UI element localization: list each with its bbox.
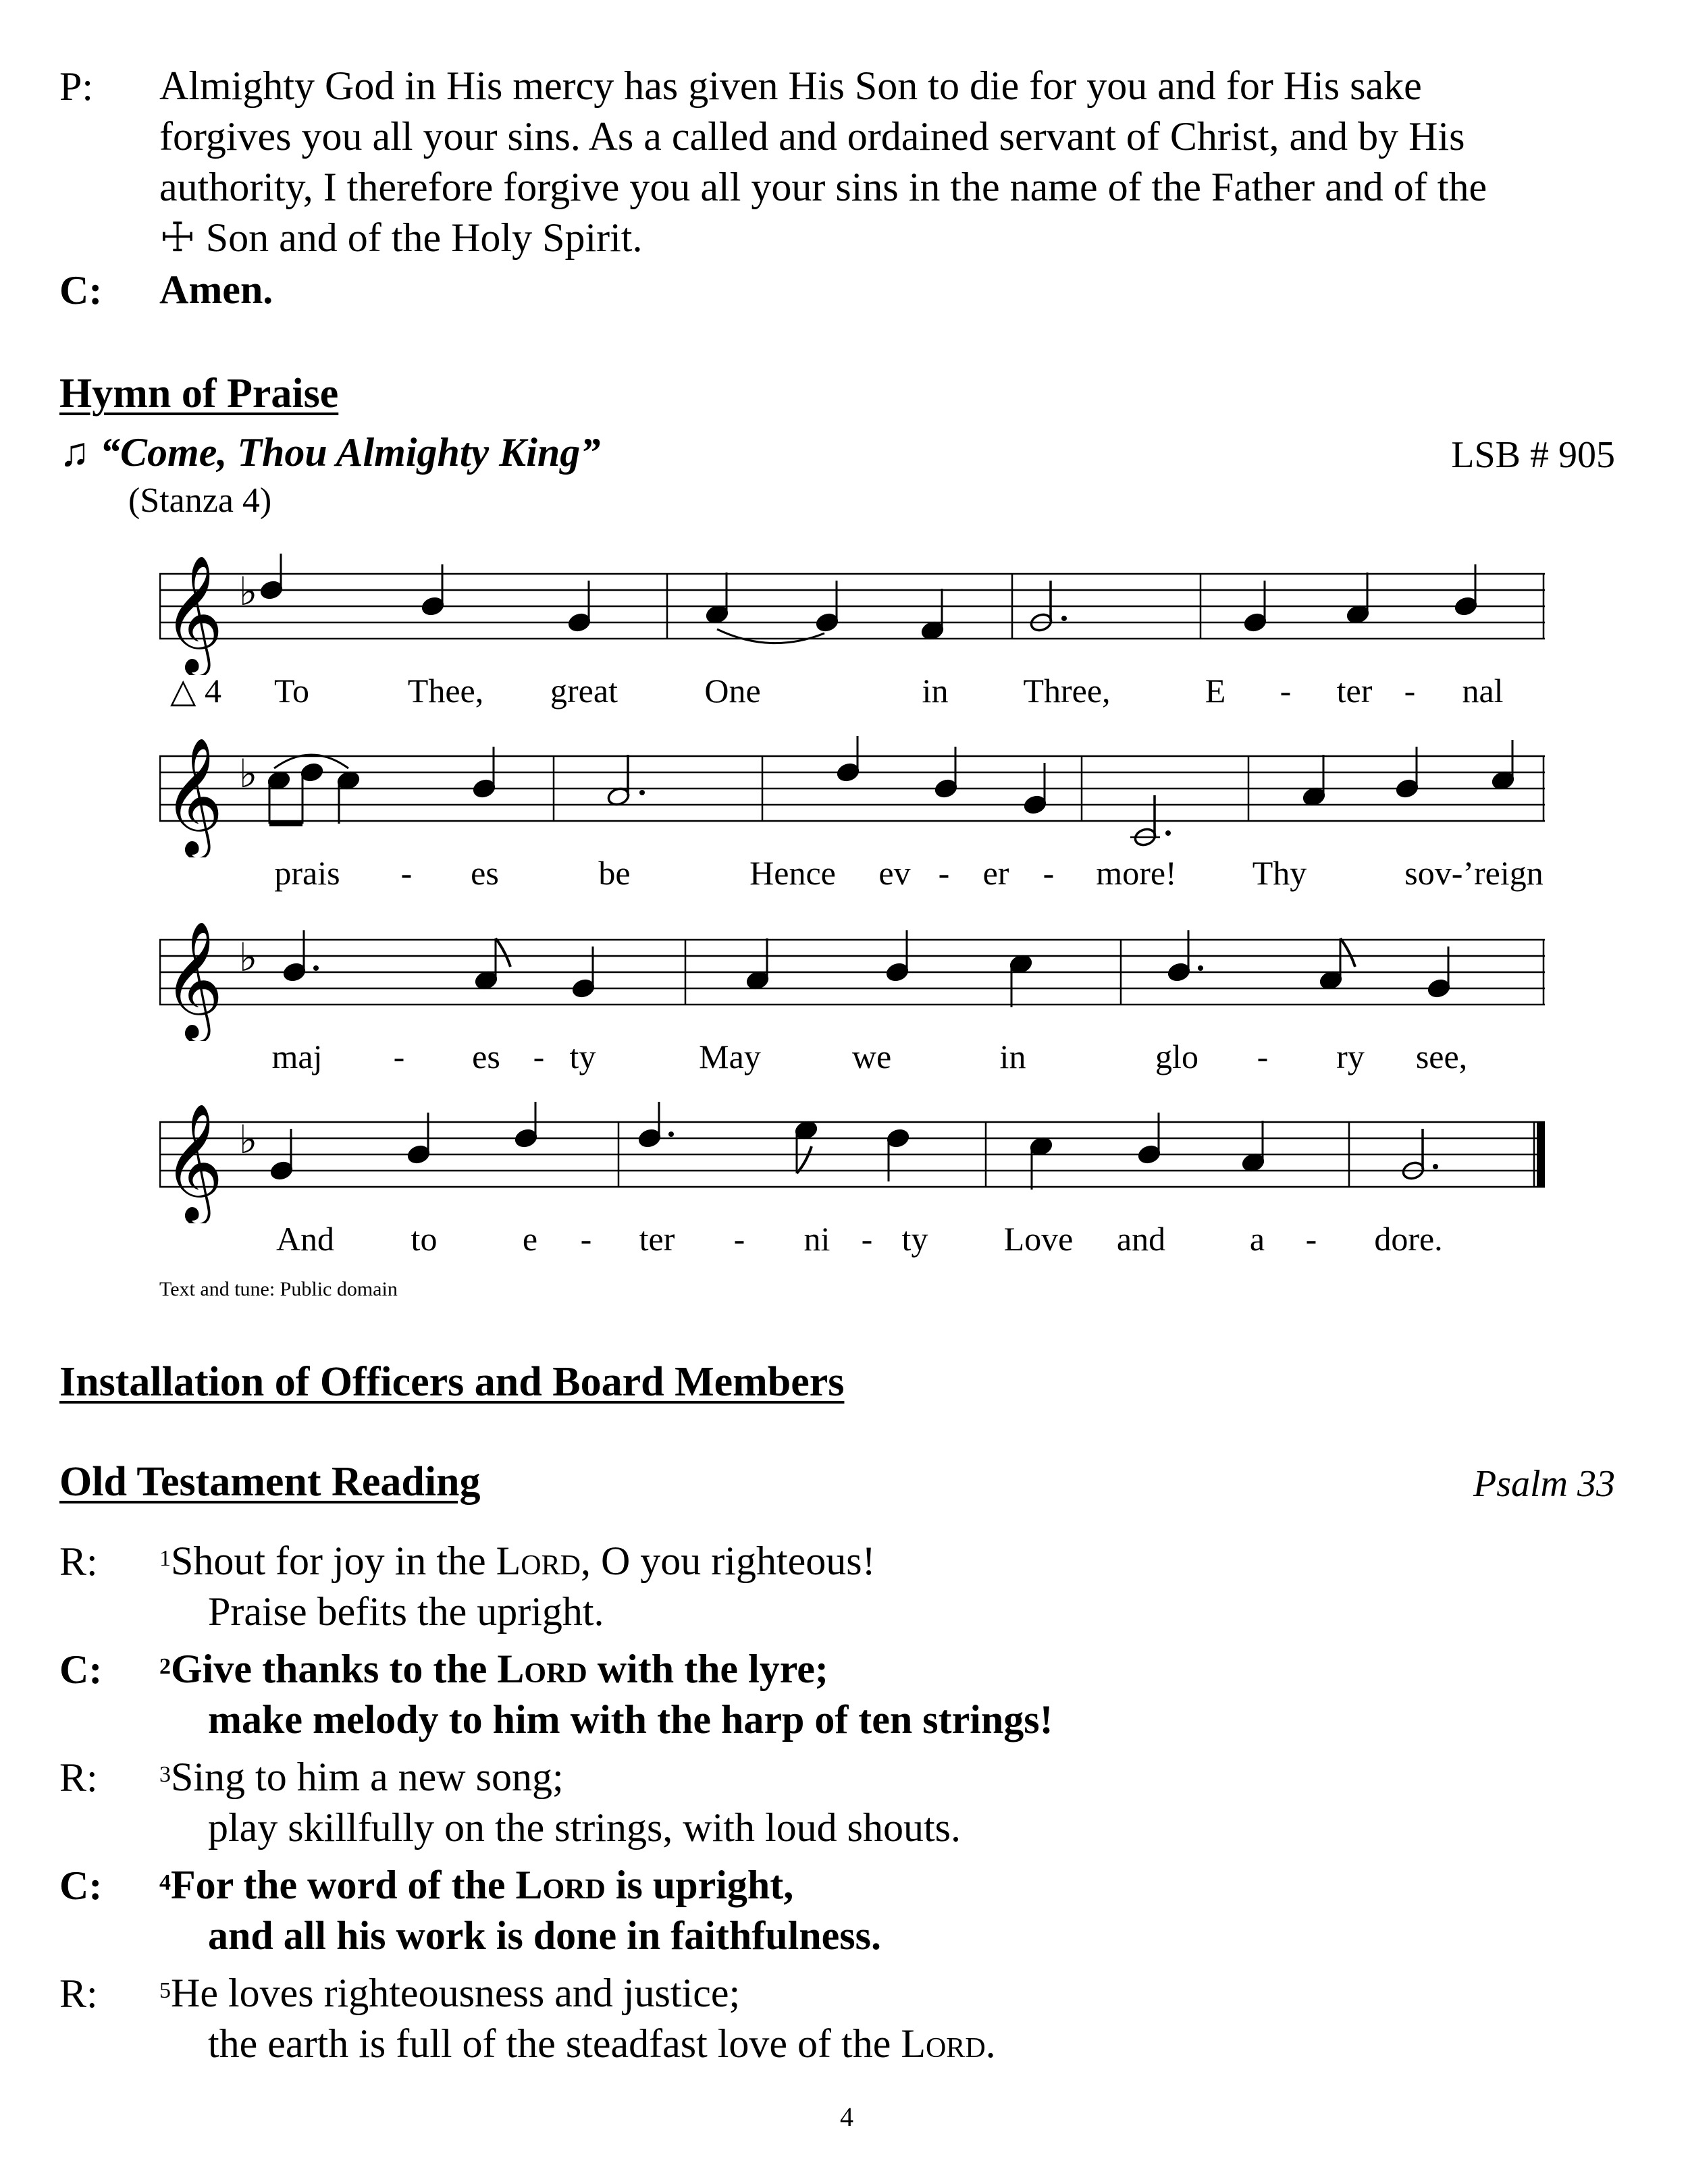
hymn-heading: Hymn of Praise: [59, 371, 339, 417]
lord-smallcaps: Lord: [901, 2021, 986, 2066]
verse-text: is upright,: [605, 1863, 794, 1907]
verse-text: Shout for joy in the: [171, 1539, 496, 1583]
svg-text:♭: ♭: [239, 1117, 258, 1163]
verse-text: , O you righteous!: [580, 1539, 876, 1583]
verse-number: 5: [159, 1978, 171, 2003]
lyric-syllable: -: [533, 1038, 545, 1075]
absolution-line-4-text: Son and of the Holy Spirit.: [205, 215, 643, 260]
svg-text:♭: ♭: [239, 568, 258, 614]
lyric-syllable: ty: [569, 1038, 596, 1075]
verse-text: with the lyre;: [587, 1647, 828, 1691]
verse-text: .: [985, 2021, 996, 2066]
lord-smallcaps: Lord: [515, 1863, 606, 1907]
verse-line-indent: [159, 1803, 961, 1853]
lyric-syllable: To: [273, 672, 310, 710]
absolution-line-1: Almighty God in His mercy has given His Son to die for you and for His sake: [159, 63, 1422, 108]
lord-smallcaps: Lord: [497, 1647, 587, 1691]
verse-number: 1: [159, 1546, 171, 1571]
verse-text: the earth is full of the steadfast love of the: [208, 2021, 901, 2066]
verse-line: [159, 1860, 793, 1911]
lyric-syllable: May: [699, 1038, 761, 1075]
lyric-syllable: er: [982, 854, 1009, 892]
verse-speaker: R:: [59, 1539, 98, 1584]
lyric-syllable: dore.: [1374, 1220, 1443, 1258]
verse-line-indent: [159, 2019, 996, 2069]
lyric-syllable: One: [704, 672, 761, 710]
lyric-syllable: Hence: [749, 854, 836, 892]
lyric-syllable: ev: [878, 854, 911, 892]
lyric-syllable: Thee,: [407, 672, 484, 710]
verse-number: 4: [159, 1870, 171, 1895]
verse-speaker: C:: [59, 1863, 103, 1908]
lyric-syllable: -: [580, 1220, 592, 1258]
hymn-title-row: [59, 429, 600, 476]
lyric-syllable: Thy: [1252, 854, 1307, 892]
lyric-syllable: -: [1404, 672, 1416, 710]
svg-text:𝄞: 𝄞: [163, 555, 223, 672]
lyric-syllable: es: [472, 1038, 500, 1075]
verse-text: and all his work is done in faithfulness.: [208, 1913, 881, 1958]
lyric-syllable: e: [522, 1220, 538, 1258]
svg-text:𝄞: 𝄞: [163, 737, 223, 855]
svg-text:𝄞: 𝄞: [163, 1103, 223, 1221]
lyric-syllable: -: [400, 854, 413, 892]
lyric-syllable: -: [1257, 1038, 1269, 1075]
lyric-syllable: see,: [1415, 1038, 1468, 1075]
hymn-credit: Text and tune: Public domain: [159, 1278, 398, 1300]
speaker-label-congregation: C:: [59, 268, 103, 313]
lyric-syllable: E: [1205, 672, 1226, 710]
lyric-syllable: glo: [1155, 1038, 1198, 1075]
verse-speaker: R:: [59, 1755, 98, 1800]
verse-line-indent: [159, 1911, 881, 1961]
verse-text: Praise befits the upright.: [208, 1589, 604, 1634]
hymn-title: “Come, Thou Almighty King”: [100, 430, 601, 475]
lyric-syllable: ni: [803, 1220, 830, 1258]
absolution-line-2: forgives you all your sins. As a called and ordained servant of Christ, and by His: [159, 114, 1465, 159]
lyric-syllable: Three,: [1023, 672, 1111, 710]
music-staff-4: [159, 1102, 1545, 1223]
lyric-syllable: And: [275, 1220, 335, 1258]
verse-text: Give thanks to the: [171, 1647, 498, 1691]
verse-line-indent: [159, 1695, 1053, 1745]
lyric-syllable: -: [1280, 672, 1292, 710]
svg-text:♭: ♭: [239, 934, 258, 980]
absolution-line-3: authority, I therefore forgive you all your sins in the name of the Father and of the: [159, 165, 1487, 209]
lyric-syllable: a: [1249, 1220, 1265, 1258]
reading-heading: Old Testament Reading: [59, 1459, 481, 1505]
speaker-label-pastor: P:: [59, 64, 94, 109]
lyric-syllable: to: [411, 1220, 438, 1258]
lyric-syllable: -: [393, 1038, 405, 1075]
absolution-line-4: [159, 213, 642, 263]
hymn-stanza: (Stanza 4): [128, 481, 272, 520]
lyric-syllable: -: [733, 1220, 745, 1258]
verse-speaker: R:: [59, 1971, 98, 2016]
absolution-response: Amen.: [159, 267, 273, 312]
lyric-syllable: -: [1305, 1220, 1317, 1258]
lyric-syllable: -: [1043, 854, 1055, 892]
lyric-syllable: more!: [1096, 854, 1177, 892]
svg-text:𝄞: 𝄞: [163, 921, 223, 1038]
lyric-syllable: es: [471, 854, 499, 892]
lyric-syllable: -: [861, 1220, 873, 1258]
lyric-syllable: ter: [639, 1220, 675, 1258]
verse-text: Sing to him a new song;: [171, 1755, 564, 1799]
installation-heading: Installation of Officers and Board Members: [59, 1359, 845, 1405]
verse-text: He loves righteousness and justice;: [171, 1971, 741, 2015]
verse-line-indent: [159, 1587, 604, 1637]
lyric-syllable: be: [598, 854, 631, 892]
cross-icon: ☩: [159, 215, 196, 260]
lyric-syllable: in: [999, 1038, 1026, 1075]
lyric-syllable: -: [938, 854, 950, 892]
lyric-syllable: we: [851, 1038, 892, 1075]
lyric-syllable: in: [922, 672, 949, 710]
music-staff-2: [159, 736, 1545, 857]
lord-smallcaps: Lord: [496, 1539, 581, 1583]
music-staff-1: [159, 554, 1545, 675]
verse-line: [159, 1968, 740, 2019]
verse-number: 3: [159, 1762, 171, 1787]
lyric-syllable: maj: [271, 1038, 323, 1075]
hymn-number: LSB # 905: [1451, 434, 1615, 476]
reading-citation: Psalm 33: [1473, 1463, 1615, 1505]
lyric-syllable: ty: [901, 1220, 928, 1258]
lyric-syllable: ter: [1336, 672, 1373, 710]
lyric-syllable: ry: [1336, 1038, 1365, 1075]
verse-line: [159, 1644, 828, 1695]
svg-text:♭: ♭: [239, 751, 258, 797]
verse-number: 2: [159, 1654, 171, 1679]
verse-text: make melody to him with the harp of ten strings!: [208, 1697, 1053, 1742]
verse-text: play skillfully on the strings, with loud shouts.: [208, 1805, 961, 1850]
verse-text: For the word of the: [171, 1863, 516, 1907]
verse-speaker: C:: [59, 1647, 103, 1692]
lyric-syllable: nal: [1462, 672, 1504, 710]
lyric-syllable: great: [550, 672, 618, 710]
music-note-icon: ♫: [59, 430, 90, 475]
lyric-syllable: Love: [1003, 1220, 1074, 1258]
lyric-syllable: sov-’reign: [1404, 854, 1544, 892]
stanza-marker: △ 4: [170, 672, 221, 710]
verse-line: [159, 1752, 564, 1803]
music-staff-3: [159, 920, 1545, 1041]
lyric-syllable: and: [1116, 1220, 1166, 1258]
verse-line: [159, 1536, 876, 1587]
lyric-syllable: prais: [274, 854, 340, 892]
page-number: 4: [840, 2102, 853, 2132]
